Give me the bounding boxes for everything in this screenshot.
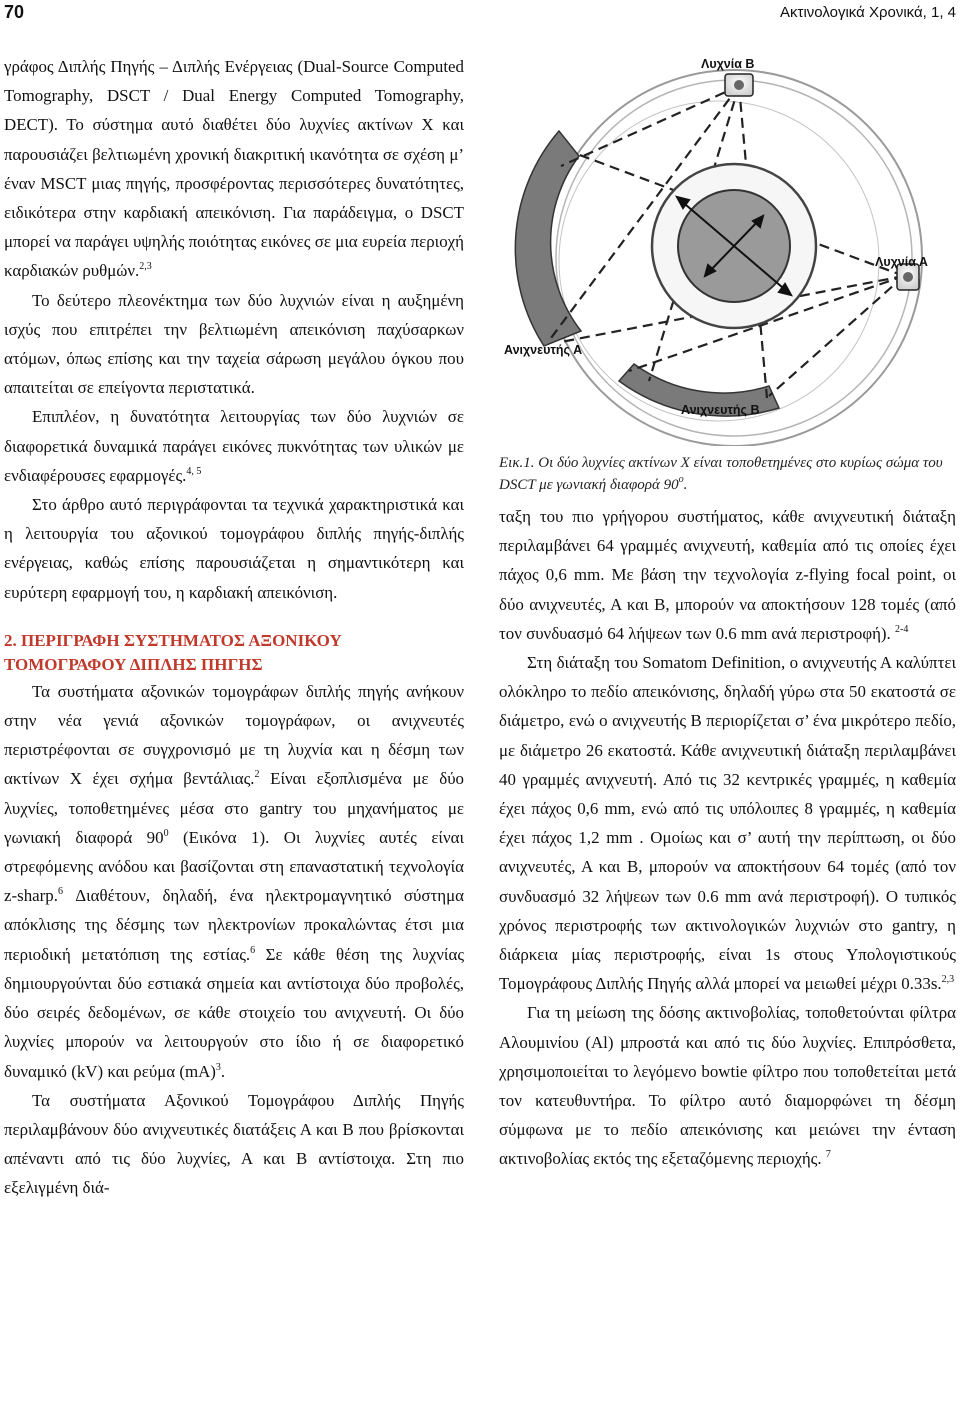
paragraph: Τα συστήματα Αξονικού Τομογράφου Διπλής Πηγής περιλαμβάνουν δύο ανιχνευτικές διατάξεις Α και Β που βρίσκονται απέναντι από τις δύο λυχνίες, Α και Β αντίστοιχα. Στη πιο εξελιγμένη διά- [4,1090,464,1198]
reference-sup: 2,3 [139,261,152,273]
tube-b-icon [725,74,753,96]
left-column [4,52,464,1203]
figure-caption: Εικ.1. Οι δύο λυχνίες ακτίνων Χ είναι τοποθετημένες στο κυρίως σώμα του DSCT με γωνιακή διαφορά $90^o$. [499,455,943,493]
caption-prefix: Εικ.1. [499,455,535,471]
label-tube-a: Λυχνία Α [875,255,928,269]
page-number: 70 [4,2,25,22]
right-column [499,502,956,1174]
paragraph: Τα συστήματα αξονικών τομογράφων διπλής πηγής ανήκουν στην νέα γενιά αξονικών τομογράφων, οι ανιχνευτές περιστρέφονται σε συγχρονισμό με τη λυχνία και η δέσμη των ακτίνων Χ έχει σχήμα βεντάλιας.$^2$ Είναι εξοπλισμένα με δύο λυχνίες, τοποθετημένες μέσα στο gantry του μηχανήματος με γωνιακή διαφορά $90^0$ (Εικόνα 1). Οι λυχνίες αυτές είναι στρεφόμενης ανόδου και βασίζονται στη επαναστατική τεχνολογία z-sharp.$^6$ Διαθέτουν, δηλαδή, ένα ηλεκτρομαγνητικό σύστημα απόκλισης της δέσμης των ηλεκτρονίων προκαλώντας έτσι μια περιοδική μετατόπιση της εστίας.$^6$ Σε κάθε θέση της λυχνίας δημιουργούνται δύο εστιακά σημεία και αντίστοιχα δύο προβολές, δύο σειρές δεδομένων, σε κάθε στοιχείο του ανιχνευτή. Οι δύο λυχνίες μπορούν να λειτουργούν στο ίδιο ή σε διαφορετικό δυναμικό (kV) και ρεύμα (mA)$^3$. [4,681,465,1081]
paragraph: Για τη μείωση της δόσης ακτινοβολίας, τοποθετούνται φίλτρα Αλουμινίου (Al) μπροστά και από τις δύο λυχνίες. Επιπρόσθετα, χρησιμοποιείται το λεγόμενο bowtie φίλτρο που τοποθετείται μετά τον κατευθυντήρα. Το φίλτρο αυτό διαμορφώνει τη δέσμη σύμφωνα με το πεδίο απεικόνισης και μειώνει την ένταση ακτινοβολίας εκτός της εξεταζόμενης περιοχής. $^7$ [499,1003,956,1169]
reference-sup: 4, 5 [186,465,202,477]
reference-sup: 6 [250,944,256,956]
paragraph: ταξη του πιο γρήγορου συστήματος, κάθε ανιχνευτική διάταξη περιλαμβάνει 64 γραμμές ανιχνευτή, καθεμία από τις οποίες έχει πάχος 0,6 mm. Με βάση την τεχνολογία z-flying focal point, οι δύο ανιχνευτές, Α και Β, μπορούν να αποκτήσουν 128 τομές (από τον συνδυασμό 64 λήψεων των 0.6 mm ανά περιστροφή). $^{2-4}$ [499,507,956,643]
reference-sup: 2,3 [941,974,955,986]
reference-sup: 7 [825,1149,831,1161]
label-tube-b: Λυχνία Β [701,57,755,71]
reference-sup: 6 [57,886,63,898]
degree-sup: 0 [163,827,169,839]
paragraph: γράφος Διπλής Πηγής – Διπλής Ενέργειας (Dual-Source Computed Tomography, DSCT / Dual Energy Computed Tomography, DECT). Το σύστημα αυτό διαθέτει δύο λυχνίες ακτίνων Χ και παρουσιάζει βελτιωμένη χρονική διακριτική ικανότητα σε σχέση μ’ έναν MSCT μιας πηγής, προσφέροντας περισσότερες δυνατότητες, ειδικότερα στην καρδιακή απεικόνιση. Για παράδειγμα, ο DSCT μπορεί να παράγει υψηλής ποιότητας εικόνες σε μια ευρεία περιοχή καρδιακών ρυθμών.$^{2,3}$ [4,57,464,281]
detector-a-arc [515,131,581,346]
page-header [0,0,960,26]
gantry-diagram [499,46,959,446]
section-heading: 2. ΠΕΡΙΓΡΑΦΗ ΣΥΣΤΗΜΑΤΟΣ ΑΞΟΝΙΚΟΥ ΤΟΜΟΓΡΑΦΟΥ ΔΙΠΛΗΣ ΠΗΓΗΣ [4,630,342,674]
paragraph: Το δεύτερο πλεονέκτημα των δύο λυχνιών είναι η αυξημένη ισχύς που επιτρέπει την βελτιωμένη απεικόνιση παχύσαρκων ατόμων, όπως επίσης και την ταχεία σάρωση μεγάλου όγκου που απαιτείται σε επείγοντα περιστατικά. [4,290,464,398]
label-detector-a: Ανιχνευτής Α [504,343,583,357]
reference-sup: 2 [254,769,260,781]
running-title: Ακτινολογικά Χρονικά, 1, 4 [780,4,956,21]
label-detector-b: Ανιχνευτής Β [681,403,760,417]
paragraph: Επιπλέον, η δυνατότητα λειτουργίας των δύο λυχνιών σε διαφορετικά δυναμικά παράγει εικόνες πυκνότητας των υλικών με ενδιαφέρουσες εφαρμογές.$^{4, 5}$ [4,407,464,485]
figure-dsct-gantry [499,46,959,446]
paragraph: Στο άρθρο αυτό περιγράφονται τα τεχνικά χαρακτηριστικά και η λειτουργία του αξονικού τομογράφου διπλής πηγής-διπλής ενέργειας, καθώς επίσης παρουσιάζεται η σημαντικότερη και ευρύτερη εφαρμογή του, η καρδιακή απεικόνιση. [4,495,464,602]
reference-sup: 3 [215,1061,221,1073]
paragraph: Στη διάταξη του Somatom Definition, ο ανιχνευτής Α καλύπτει ολόκληρο το πεδίο απεικόνισης, δηλαδή γύρω στα 50 εκατοστά σε διάμετρο, ενώ ο ανιχνευτής Β περιορίζεται σ’ ένα μικρότερο πεδίο, με διάμετρο 26 εκατοστά. Κάθε ανιχνευτική διάταξη περιλαμβάνει 40 γραμμές ανιχνευτή. Από τις 32 κεντρικές γραμμές, η καθεμία έχει πάχος 0,6 mm, ενώ από τις υπόλοιπες 8 γραμμές, η καθεμία έχει πάχος 1,2 mm . Ομοίως και σ’ αυτή την περίπτωση, οι δύο ανιχνευτές, Α και Β, μπορούν να αποκτήσουν 64 τομές (από τον συνδυασμό 32 λήψεων των 0.6 mm ανά περιστροφή). Ο τυπικός χρόνος περιστροφής των ακτινολογικών λυχνιών στο gantry, η διάρκεια μίας περιστροφής, είναι 1s στους Υπολογιστικούς Τομογράφους Διπλής Πηγής αλλά μπορεί να μειωθεί μέχρι 0.33s.$^{2,3}$ [499,653,956,994]
reference-sup: 2-4 [895,623,909,635]
